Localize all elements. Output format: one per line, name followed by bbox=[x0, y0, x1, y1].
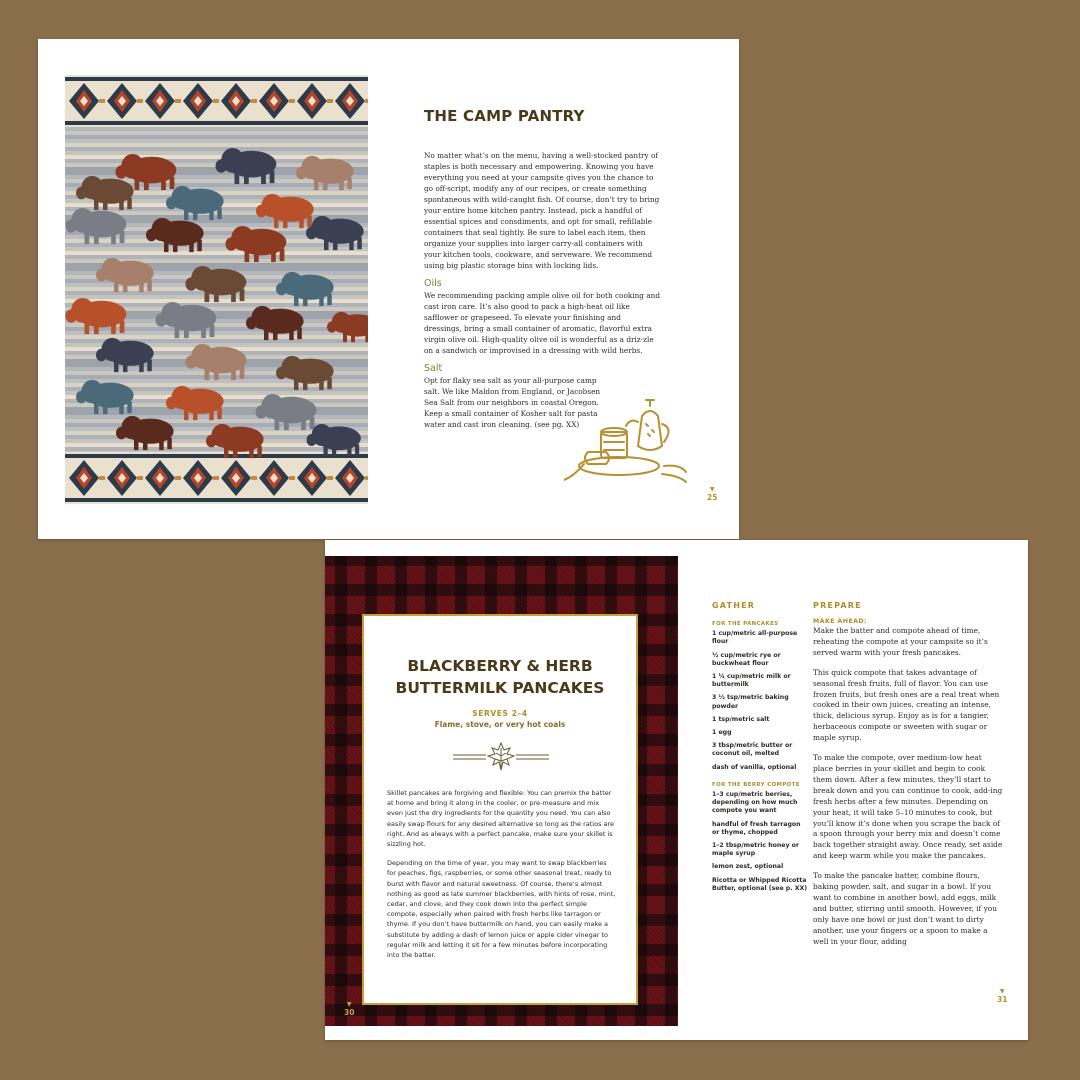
arrow-mark-icon: ▼ bbox=[709, 486, 715, 493]
prepare-steps bbox=[813, 617, 1003, 956]
ingredient-item: handful of fresh tarragon or thyme, chopped bbox=[712, 820, 801, 836]
page-number-right: ▼ 31 bbox=[997, 988, 1008, 1004]
ingredient-item: 1–3 cup/metric berries, depending on how much compote you want bbox=[712, 791, 798, 815]
prepare-paragraph: To make the compote, over medium-low heat place berries in your skillet and begin to cook them down. After a few minutes, they’ll start to break down and you can continue to cook, add-ing fresh herbs after a few minutes. Depending on your heat, it will take 5–10 minutes to cook, but you’ll know it’s done when you scrape the back of a spoon through your berry mix and doesn’t come back together straight away. Once ready, set aside and keep warm while you make the pancakes. bbox=[813, 753, 1003, 861]
gather-heading: GATHER bbox=[712, 601, 756, 610]
intro-paragraph-1: Skillet pancakes are forgiving and flexible: You can premix the batter at home and bring it along in the cooler, or pre-measure and mix even just the dry ingredients for the quantity you need. You can also easily swap flours for any desired alternative so long as the ratios are right. And as always with a perfect pancake, make sure your skillet is sizzling hot. bbox=[387, 789, 615, 849]
maple-leaf-icon bbox=[453, 740, 549, 774]
bison-blanket-illustration bbox=[65, 75, 368, 504]
arrow-mark-icon: ▼ bbox=[999, 988, 1005, 995]
prepare-heading: PREPARE bbox=[813, 601, 862, 610]
pancakes-subheading: FOR THE PANCAKES bbox=[712, 621, 779, 627]
cooking-method: Flame, stove, or very hot coals bbox=[434, 720, 566, 729]
recipe-card bbox=[362, 614, 638, 1005]
ingredient-item: Ricotta or Whipped Ricotta Butter, optional (see p. XX) bbox=[712, 876, 808, 892]
make-ahead-label: MAKE AHEAD: bbox=[813, 618, 867, 625]
pancakes-spread bbox=[325, 540, 1028, 1040]
recipe-title-line-2: BUTTERMILK PANCAKES bbox=[395, 679, 605, 697]
salt-paragraph: Opt for flaky sea salt as your all-purpose camp salt. We like Maldon from England, or Jacobsen Sea Salt from our neighbors in coastal Oregon. Keep a small container of Kosher salt for pasta water and cast iron cleaning. (see pg. XX) bbox=[424, 376, 601, 429]
salt-heading: Salt bbox=[424, 363, 443, 374]
recipe-intro bbox=[387, 788, 617, 969]
recipe-title-line-1: BLACKBERRY & HERB bbox=[407, 657, 593, 675]
intro-paragraph: No matter what’s on the menu, having a well-stocked pantry of staples is both necessary and empowering. Knowing you have everything you need at your campsite gives you the chance to go off-script, modify any of our recipes, or create something spontaneous with wild-caught fish. Of course, don’t try to bring your entire home kitchen pantry. Instead, pick a handful of essential spices and consdiments, and opt for small, refillable containers that seal tightly. Be sure to label each item, then organize your supplies into larger carry-all containers with your kitchen tools, cookware, and serveware. We recommend using big plastic storage bins with locking lids. bbox=[424, 151, 660, 270]
ingredient-item: 3 tbsp/metric butter or coconut oil, melted bbox=[712, 742, 793, 758]
ingredient-item: ½ cup/metric rye or buckwheat flour bbox=[712, 651, 781, 667]
page-title: THE CAMP PANTRY bbox=[424, 107, 585, 125]
page-number-left: ▼ 30 bbox=[344, 1001, 355, 1017]
ingredient-item: lemon zest, optional bbox=[712, 863, 784, 871]
prepare-paragraph: Make the batter and compote ahead of time, reheating the compote at your campsite so it’s served warm with your fresh pancakes. bbox=[813, 626, 988, 657]
ingredient-item: 1–2 tbsp/metric honey or maple syrup bbox=[712, 842, 799, 858]
camp-pantry-spread bbox=[38, 39, 739, 539]
ingredient-item: 1 ¼ cup/metric milk or buttermilk bbox=[712, 673, 791, 689]
oils-paragraph: We recommending packing ample olive oil for both cooking and cast iron care. It’s also good to pack a high-heat oil like safflower or grapeseed. To elevate your finishing and dressings, bring a small container of aromatic, flavorful extra virgin olive oil. High-quality olive oil is wonderful as a driz-zle on a sandwich or improvised in a dressing with wild herbs. bbox=[424, 291, 661, 355]
prepare-paragraph: To make the pancake batter, combine flours, baking powder, salt, and sugar in a bowl. If you want to combine in another bowl, add eggs, milk and butter, stirring until smooth. However, if you only have one bowl or just don’t want to dirty another, use your fingers or a spoon to make a well in your flour, adding bbox=[813, 871, 997, 946]
page-number: ▼ 25 bbox=[707, 486, 718, 502]
ingredient-item: 1 cup/metric all-purpose flour bbox=[712, 630, 798, 646]
ingredient-item: 1 tsp/metric salt bbox=[712, 715, 770, 723]
ingredient-item: dash of vanilla, optional bbox=[712, 763, 797, 771]
arrow-mark-icon: ▼ bbox=[346, 1001, 352, 1008]
serves-label: SERVES 2–4 bbox=[472, 709, 528, 718]
camp-cookware-icon bbox=[564, 394, 689, 489]
recipe-title bbox=[364, 655, 636, 699]
ingredients-list bbox=[712, 620, 808, 898]
plaid-background bbox=[325, 556, 678, 1026]
compote-subheading: FOR THE BERRY COMPOTE bbox=[712, 781, 800, 788]
intro-paragraph-2: Depending on the time of year, you may want to swap blackberries for peaches, figs, raspberries, or some other seasonal treat, ready to burst with flavor and natural sweetness. Of course, there’s almost nothing as good as late summer blackberries, with hints of rose, mint, cedar, and clove, and they cook down into the perfect simple compote, especially when paired with fresh herbs like tarragon or thyme. If you don’t have buttermilk on hand, you can easily make a substitute by adding a dash of lemon juice or apple cider vinegar to regular milk and letting it sit for a few minutes before incorporating into the batter. bbox=[387, 859, 616, 960]
oils-heading: Oils bbox=[424, 278, 442, 289]
ingredient-item: 3 ½ tsp/metric baking powder bbox=[712, 694, 789, 710]
prepare-paragraph: This quick compote that takes advantage of seasonal fresh fruits, full of flavor. You can use frozen fruits, but fresh ones are a real treat when cooked in their own juices, creating an intense, thick, delicious syrup. Enjoy as is for a tangier, herbaceous compote or sweeten with sugar or maple syrup. bbox=[813, 667, 1000, 743]
pantry-body bbox=[424, 150, 660, 430]
ingredient-item: 1 egg bbox=[712, 729, 732, 737]
